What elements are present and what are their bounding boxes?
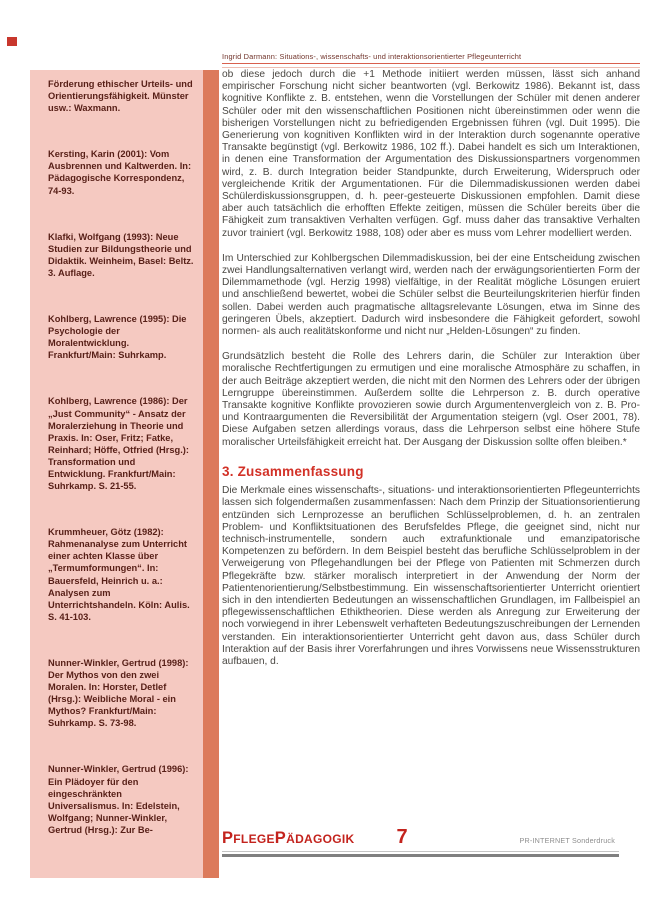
- reference-entry: Kohlberg, Lawrence (1995): Die Psychologie der Moralentwicklung. Frankfurt/Main: Suhrkamp.: [48, 314, 187, 361]
- sidebar-accent-band: [203, 70, 219, 878]
- section-heading: 3. Zusammenfassung: [222, 463, 364, 479]
- body-paragraph-4: Die Merkmale eines wissenschafts-, situations- und interaktionsorientierten Pflegeunterrichts lassen sich folgendermaßen zusammenfassen: Nach dem Prinzip der Situationsorientierung entzünden sich Lernprozesse an beruflichen Schlüsselproblemen, d. h. an zentralen Problem- und Konfliktsituationen des Berufsfeldes Pflege, die geeignet sind, nicht nur technisch-instrumentelle, sondern auch extrafunktionale und emanzipatorische Kompetenzen zu befördern. In dem Beispiel besteht das berufliche Schlüsselproblem in der Verweigerung von Pflegehandlungen bei der Pflege von Patienten mit Schmerzen durch Pflegekräfte bzw. stärker moralisch interpretiert in der Anwendung der Norm der Patientenorientierung/Selbstbestimmung. Ein wissenschaftsorientierter Unterricht orientiert sich in den intendierten Bedeutungen an wissenschaftlichen Grundlagen, im Fallbeispiel an pflegewissenschaftlichen Ethiktheorien. Diese werden als Anregung zur Erweiterung der noch vorwiegend in ihrer Lebenswelt verhafteten Bedeutungszuschreibungen der Lernenden verstanden. Ein interaktionsorientierter Unterricht geht davon aus, dass Schüler durch Interaktion auf der Basis ihrer Vorerfahrungen und ihres Vorwissens neue Wissensstrukturen aufbauen, d.: [222, 485, 640, 667]
- page-footer: [222, 826, 619, 857]
- reference-entry: Krummheuer, Götz (1982): Rahmenanalyse zum Unterricht einer achten Klasse über „Termumformungen“. In: Bauersfeld, Heinrich u. a.: Analysen zum Unterrichtshandeln. Köln: Aulis. S. 41-103.: [48, 527, 190, 622]
- journal-title: PflegePädagogik: [222, 829, 355, 847]
- running-header: [222, 53, 640, 68]
- reference-entry: Nunner-Winkler, Gertrud (1998): Der Mythos von den zwei Moralen. In: Horster, Detlef (Hrsg.): Weibliche Moral - ein Mythos? Frankfurt/Main: Suhrkamp. S. 73-98.: [48, 657, 189, 729]
- header-rule: [222, 63, 640, 68]
- reference-entry: Klafki, Wolfgang (1993): Neue Studien zur Bildungstheorie und Didaktik. Weinheim, Basel: Beltz. 3. Auflage.: [48, 231, 194, 278]
- body-paragraph-3: Grundsätzlich besteht die Rolle des Lehrers darin, die Schüler zur Interaktion über moralische Rechtfertigungen zu ermutigen und eine moralische Atmosphäre zu schaffen, in der auch Beiträge akzeptiert werden, die nicht mit den Normen des Lehrers oder der übrigen Lerngruppe übereinstimmen. Außerdem sollte die Lehrperson z. B. durch operative Transakte kognitive Konflikte provozieren sowie durch Argumentenvergleich von z. B. Pro- und Kontraargumenten die Reversibilität der Argumentation steigern (vgl. Oser 2001, 78). Diese Aufgaben setzen allerdings voraus, dass die Lehrperson selbst eine höhere Stufe moralischer Urteilsfähigkeit erreicht hat. Der Ausgang der Diskussion sollte offen bleiben.*: [222, 351, 640, 448]
- reference-entry: Förderung ethischer Urteils- und Orientierungsfähigkeit. Münster usw.: Waxmann.: [48, 79, 193, 114]
- reference-list: [48, 78, 195, 870]
- footer-row: [222, 826, 619, 849]
- imprint-text: PR-INTERNET Sonderdruck: [519, 836, 615, 845]
- body-paragraph-2: Im Unterschied zur Kohlbergschen Dilemmadiskussion, bei der eine Entscheidung zwischen zwei Handlungsalternativen verlangt wird, werden nach der erwägungsorientierten Form der Dilemmamethode (vgl. Herzig 1998) vielfältige, in der Realität mögliche Lösungen eruiert und anschließend bewertet, wobei die Schüler selbst die Beurteilungskriterien hierfür finden sollen. Dabei werden auch pragmatische alltagsrelevante Lösungen, etwa im Sinne des geringeren Übels, akzeptiert. Dadurch wird insbesondere die Fähigkeit gefordert, sowohl normen- als auch realitätskonforme und nicht nur „Helden-Lösungen“ zu finden.: [222, 252, 640, 338]
- running-header-text: Ingrid Darmann: Situations-, wissenschafts- und interaktionsorientierter Pflegeunterricht: [222, 52, 522, 61]
- page-corner-marker: [7, 37, 17, 46]
- references-sidebar: [30, 70, 219, 878]
- main-text-column: [222, 69, 640, 681]
- reference-entry: Nunner-Winkler, Gertrud (1996): Ein Plädoyer für den eingeschränkten Universalismus. In: Edelstein, Wolfgang; Nunner-Winkler, Gertrud (Hrsg.): Zur Be-: [48, 764, 189, 835]
- body-paragraph-1: ob diese jedoch durch die +1 Methode initiiert werden müssen, lässt sich anhand empirischer Forschung nicht sicher beantworten (vgl. Berkowitz 1986). Bekannt ist, dass kognitive Konflikte z. B. entstehen, wenn die Vorstellungen der Schüler mit denen anderer Schüler oder mit den wissenschaftlichen Positionen nicht übereinstimmen oder wenn die bisherigen Vorstellungen nicht zu befriedigenden Ergebnissen führen (vgl. Duit 1995). Die Generierung von kognitiven Konflikten wird in der Interaktion durch sogenannte operative Transakte begünstigt (vgl. Berkowitz 1986, 102 ff.). Dabei handelt es sich um Interaktionen, in denen eine Transformation der Argumentation des Diskussionspartners vorgenommen wird, z. B. durch Integration beider Standpunkte, durch Erweiterung, Widerspruch oder vergleichende Kritik der Argumentationen. Für die Dilemmadiskussionen werden dabei Schülerdiskussionsgruppen, d. h. peer-gesteuerte Diskussionen empfohlen. Damit diese aber auch tatsächlich die erhofften Effekte zeitigen, müssen die Schüler bereits über die Fähigkeit zum transaktiven Verhalten verfügen. Ggf. muss daher das transaktive Verhalten zuvor trainiert (vgl. Berkowitz 1988, 108) oder aber es muss vom Lehrer modelliert werden.: [222, 69, 640, 239]
- reference-entry: Kohlberg, Lawrence (1986): Der „Just Community“ - Ansatz der Moralerziehung in Theorie und Praxis. In: Oser, Fritz; Fatke, Reinhard; Höffe, Otfried (Hrsg.): Transformation und Entwicklung. Frankfurt/Main: Suhrkamp. S. 21-55.: [48, 396, 190, 492]
- page-number: 7: [396, 826, 408, 848]
- reference-entry: Kersting, Karin (2001): Vom Ausbrennen und Kaltwerden. In: Pädagogische Korrespondenz, 74-93.: [48, 149, 192, 196]
- footer-rule: [222, 851, 619, 857]
